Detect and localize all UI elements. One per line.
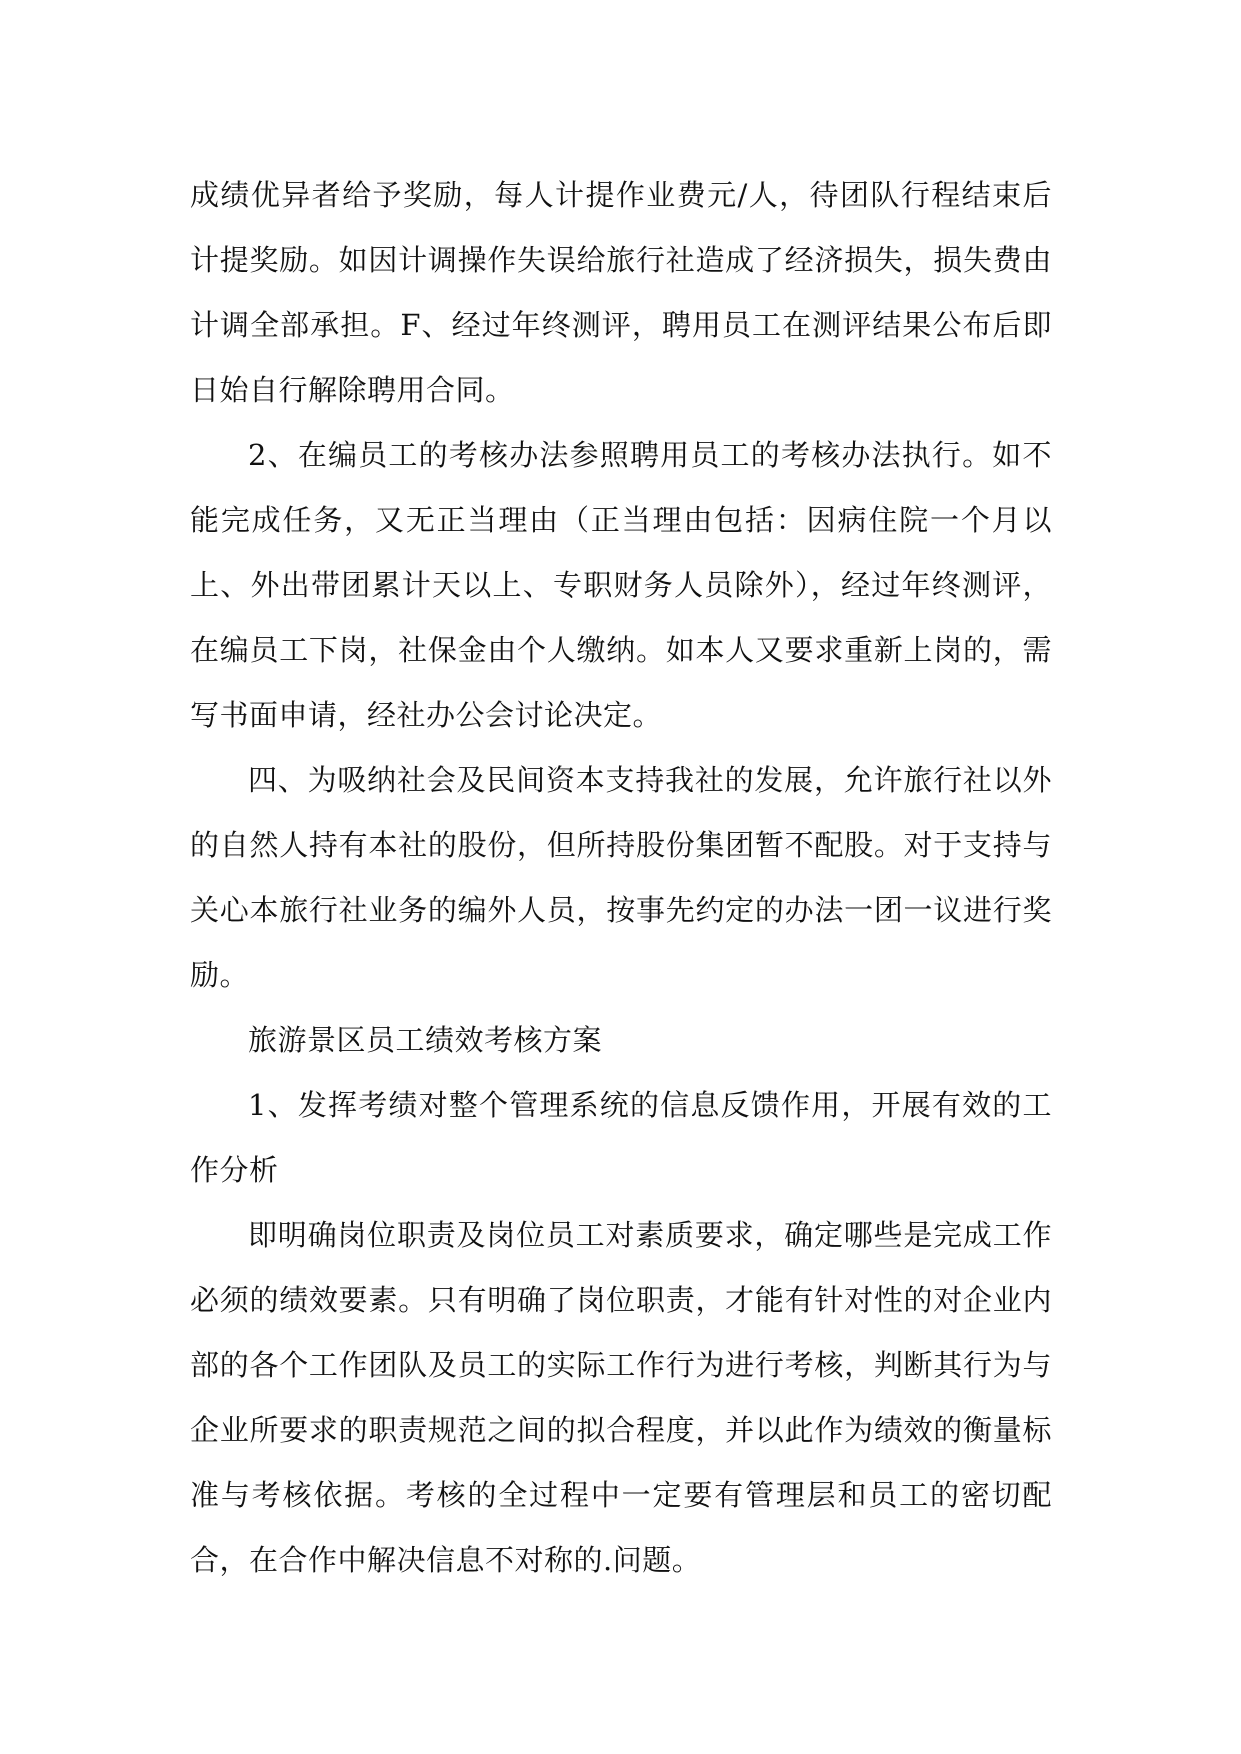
paragraph-shareholding: 四、为吸纳社会及民间资本支持我社的发展，允许旅行社以外的自然人持有本社的股份，但所持股份集团暂不配股。对于支持与关心本旅行社业务的编外人员，按事先约定的办法一团一议进行奖励。 (190, 763, 1052, 992)
paragraph-staff-assessment: 2、在编员工的考核办法参照聘用员工的考核办法执行。如不能完成任务，又无正当理由（正当理由包括：因病住院一个月以上、外出带团累计天以上、专职财务人员除外），经过年终测评，在编员工下岗，社保金由个人缴纳。如本人又要求重新上岗的，需写书面申请，经社办公会讨论决定。 (190, 438, 1052, 732)
paragraph-point-1: 1、发挥考绩对整个管理系统的信息反馈作用，开展有效的工作分析 (190, 1088, 1052, 1187)
paragraph-job-analysis: 即明确岗位职责及岗位员工对素质要求，确定哪些是完成工作必须的绩效要素。只有明确了岗位职责，才能有针对性的对企业内部的各个工作团队及员工的实际工作行为进行考核，判断其行为与企业所要求的职责规范之间的拟合程度，并以此作为绩效的衡量标准与考核依据。考核的全过程中一定要有管理层和员工的密切配合，在合作中解决信息不对称的.问题。 (190, 1218, 1052, 1577)
paragraph-bonus-rules: 成绩优异者给予奖励，每人计提作业费元/人，待团队行程结束后计提奖励。如因计调操作失误给旅行社造成了经济损失，损失费由计调全部承担。F、经过年终测评，聘用员工在测评结果公布后即日始自行解除聘用合同。 (190, 178, 1052, 407)
section-title: 旅游景区员工绩效考核方案 (248, 1023, 603, 1057)
